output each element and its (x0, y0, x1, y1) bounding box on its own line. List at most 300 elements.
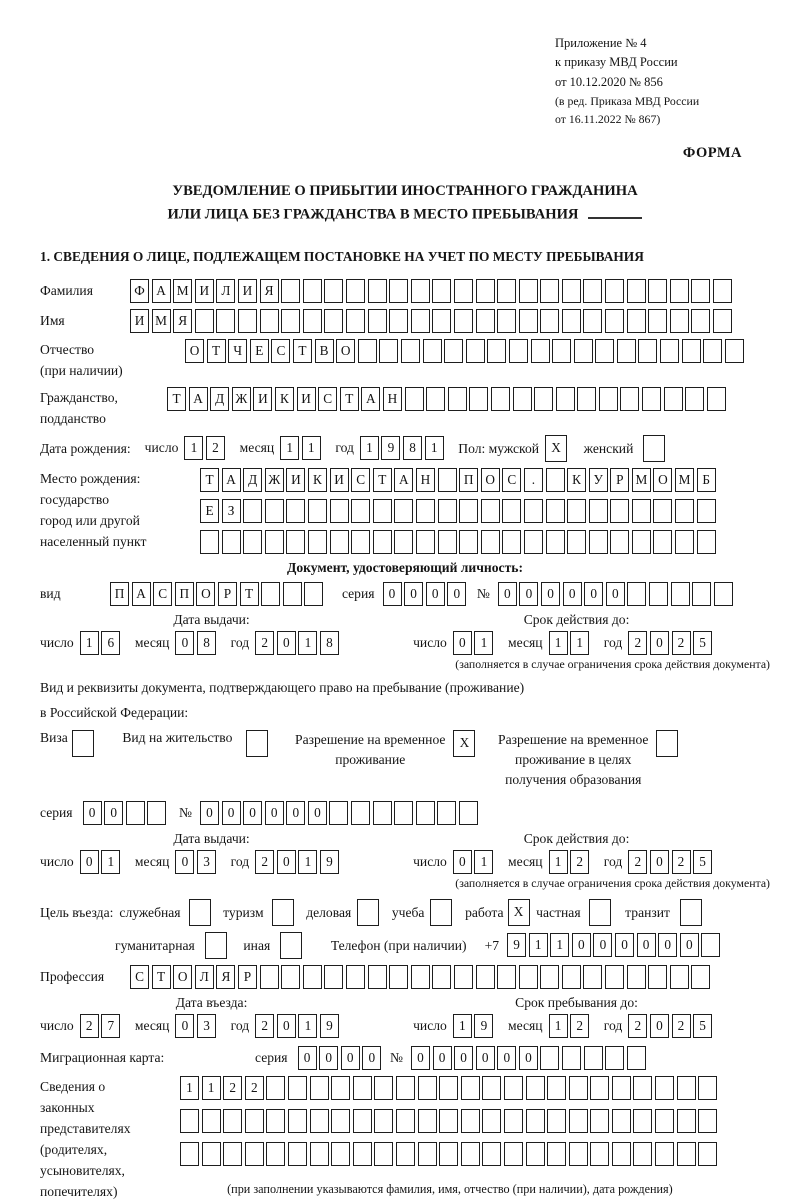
char-cell[interactable] (546, 499, 565, 523)
char-cell[interactable]: О (336, 339, 355, 363)
char-cell[interactable] (222, 530, 241, 554)
char-cell[interactable]: . (524, 468, 543, 492)
char-cell[interactable] (324, 965, 343, 989)
char-cell[interactable]: 1 (298, 1014, 317, 1038)
purpose-private-checkbox[interactable] (589, 899, 614, 926)
char-cell[interactable] (331, 1076, 350, 1100)
given-name-field[interactable] (130, 309, 735, 333)
char-cell[interactable] (243, 530, 262, 554)
char-cell[interactable] (620, 387, 639, 411)
char-cell[interactable]: О (173, 965, 192, 989)
char-cell[interactable]: 0 (498, 582, 517, 606)
char-cell[interactable] (459, 499, 478, 523)
char-cell[interactable]: 1 (180, 1076, 199, 1100)
char-cell[interactable] (423, 339, 442, 363)
char-cell[interactable] (389, 309, 408, 333)
char-cell[interactable]: С (502, 468, 521, 492)
purpose-transit-checkbox[interactable] (680, 899, 705, 926)
char-cell[interactable] (509, 339, 528, 363)
char-cell[interactable] (476, 279, 495, 303)
char-cell[interactable]: 0 (519, 582, 538, 606)
char-cell[interactable]: 0 (383, 582, 402, 606)
char-cell[interactable]: 0 (277, 850, 296, 874)
char-cell[interactable] (526, 1109, 545, 1133)
surname-field[interactable] (130, 279, 735, 303)
char-cell[interactable] (331, 1142, 350, 1166)
char-cell[interactable]: П (459, 468, 478, 492)
char-cell[interactable]: К (275, 387, 294, 411)
char-cell[interactable]: Ф (130, 279, 149, 303)
temp-permit-edu-checkbox[interactable] (656, 730, 681, 757)
char-cell[interactable] (698, 1142, 717, 1166)
char-cell[interactable] (444, 339, 463, 363)
char-cell[interactable] (589, 499, 608, 523)
char-cell[interactable]: В (315, 339, 334, 363)
char-cell[interactable] (546, 530, 565, 554)
char-cell[interactable] (411, 309, 430, 333)
checkbox-cell[interactable]: X (453, 730, 475, 757)
char-cell[interactable] (562, 1046, 581, 1070)
char-cell[interactable]: 0 (362, 1046, 381, 1070)
temp-permit-checkbox[interactable] (453, 730, 478, 757)
purpose-humanitarian-checkbox[interactable] (205, 932, 230, 959)
char-cell[interactable]: Л (216, 279, 235, 303)
char-cell[interactable] (567, 499, 586, 523)
char-cell[interactable] (642, 387, 661, 411)
char-cell[interactable] (677, 1076, 696, 1100)
char-cell[interactable]: 2 (628, 850, 647, 874)
stay-issue-day-field[interactable] (80, 850, 123, 874)
char-cell[interactable]: Т (373, 468, 392, 492)
char-cell[interactable]: О (196, 582, 215, 606)
representatives-field-row3[interactable] (180, 1142, 720, 1166)
char-cell[interactable] (526, 1142, 545, 1166)
purpose-tourism-checkbox[interactable] (272, 899, 297, 926)
char-cell[interactable]: 0 (541, 582, 560, 606)
char-cell[interactable]: 1 (202, 1076, 221, 1100)
char-cell[interactable] (599, 387, 618, 411)
char-cell[interactable]: Я (173, 309, 192, 333)
char-cell[interactable] (180, 1142, 199, 1166)
char-cell[interactable]: И (238, 279, 257, 303)
checkbox-cell[interactable] (189, 899, 211, 926)
char-cell[interactable] (655, 1109, 674, 1133)
char-cell[interactable]: П (110, 582, 129, 606)
char-cell[interactable] (330, 530, 349, 554)
char-cell[interactable] (682, 339, 701, 363)
doc-expiry-month-field[interactable] (549, 631, 592, 655)
char-cell[interactable]: А (361, 387, 380, 411)
char-cell[interactable]: Д (210, 387, 229, 411)
entry-month-field[interactable] (175, 1014, 218, 1038)
char-cell[interactable]: Д (243, 468, 262, 492)
char-cell[interactable] (713, 279, 732, 303)
char-cell[interactable] (351, 499, 370, 523)
char-cell[interactable]: 1 (360, 436, 379, 460)
char-cell[interactable] (310, 1109, 329, 1133)
char-cell[interactable] (126, 801, 145, 825)
char-cell[interactable]: 1 (101, 850, 120, 874)
char-cell[interactable] (610, 530, 629, 554)
birth-place-field-row2[interactable] (200, 499, 718, 523)
char-cell[interactable] (394, 530, 413, 554)
char-cell[interactable] (595, 339, 614, 363)
char-cell[interactable]: И (297, 387, 316, 411)
char-cell[interactable] (691, 279, 710, 303)
char-cell[interactable] (476, 965, 495, 989)
purpose-work-checkbox[interactable] (508, 899, 533, 926)
char-cell[interactable] (266, 1076, 285, 1100)
char-cell[interactable]: 1 (80, 631, 99, 655)
char-cell[interactable] (304, 582, 323, 606)
char-cell[interactable]: 1 (425, 436, 444, 460)
char-cell[interactable] (519, 309, 538, 333)
checkbox-cell[interactable] (205, 932, 227, 959)
char-cell[interactable] (612, 1109, 631, 1133)
char-cell[interactable]: 0 (411, 1046, 430, 1070)
char-cell[interactable]: М (173, 279, 192, 303)
char-cell[interactable] (454, 309, 473, 333)
char-cell[interactable]: И (130, 309, 149, 333)
char-cell[interactable] (612, 1076, 631, 1100)
char-cell[interactable] (216, 309, 235, 333)
char-cell[interactable]: С (351, 468, 370, 492)
char-cell[interactable] (589, 530, 608, 554)
sex-female-checkbox[interactable] (643, 435, 668, 462)
char-cell[interactable] (439, 1109, 458, 1133)
purpose-business-checkbox[interactable] (357, 899, 382, 926)
char-cell[interactable]: Е (250, 339, 269, 363)
char-cell[interactable] (466, 339, 485, 363)
char-cell[interactable]: 0 (680, 933, 699, 957)
char-cell[interactable] (675, 530, 694, 554)
char-cell[interactable] (569, 1109, 588, 1133)
char-cell[interactable] (633, 1109, 652, 1133)
char-cell[interactable]: 0 (341, 1046, 360, 1070)
profession-field[interactable] (130, 965, 713, 989)
char-cell[interactable] (448, 387, 467, 411)
char-cell[interactable]: Т (340, 387, 359, 411)
char-cell[interactable] (653, 499, 672, 523)
char-cell[interactable]: 0 (658, 933, 677, 957)
char-cell[interactable] (605, 965, 624, 989)
char-cell[interactable]: 2 (80, 1014, 99, 1038)
char-cell[interactable]: 0 (637, 933, 656, 957)
char-cell[interactable]: 8 (197, 631, 216, 655)
char-cell[interactable]: 0 (319, 1046, 338, 1070)
char-cell[interactable] (461, 1109, 480, 1133)
char-cell[interactable] (288, 1076, 307, 1100)
char-cell[interactable]: 0 (308, 801, 327, 825)
char-cell[interactable]: 1 (298, 850, 317, 874)
char-cell[interactable] (504, 1109, 523, 1133)
char-cell[interactable]: 1 (298, 631, 317, 655)
char-cell[interactable]: Н (383, 387, 402, 411)
char-cell[interactable]: 2 (672, 1014, 691, 1038)
char-cell[interactable] (524, 530, 543, 554)
birth-place-field-row1[interactable] (200, 468, 718, 492)
stay-issue-month-field[interactable] (175, 850, 218, 874)
char-cell[interactable] (373, 530, 392, 554)
char-cell[interactable] (288, 1109, 307, 1133)
char-cell[interactable]: 0 (243, 801, 262, 825)
char-cell[interactable]: Ж (232, 387, 251, 411)
char-cell[interactable]: 0 (519, 1046, 538, 1070)
char-cell[interactable]: Я (216, 965, 235, 989)
sex-male-checkbox[interactable] (545, 435, 570, 462)
char-cell[interactable] (670, 965, 689, 989)
char-cell[interactable] (605, 1046, 624, 1070)
char-cell[interactable] (310, 1076, 329, 1100)
char-cell[interactable] (261, 582, 280, 606)
char-cell[interactable] (416, 499, 435, 523)
doc-expiry-day-field[interactable] (453, 631, 496, 655)
char-cell[interactable]: С (271, 339, 290, 363)
stay-number-field[interactable] (200, 801, 481, 825)
char-cell[interactable]: 0 (563, 582, 582, 606)
char-cell[interactable] (617, 339, 636, 363)
checkbox-cell[interactable] (280, 932, 302, 959)
char-cell[interactable]: 0 (175, 1014, 194, 1038)
char-cell[interactable]: Б (697, 468, 716, 492)
checkbox-cell[interactable] (357, 899, 379, 926)
char-cell[interactable]: 1 (550, 933, 569, 957)
char-cell[interactable] (147, 801, 166, 825)
stay-expiry-year-field[interactable] (628, 850, 714, 874)
char-cell[interactable] (590, 1142, 609, 1166)
char-cell[interactable]: 0 (277, 1014, 296, 1038)
char-cell[interactable] (567, 530, 586, 554)
residence-permit-checkbox[interactable] (246, 730, 271, 757)
char-cell[interactable]: 0 (453, 850, 472, 874)
char-cell[interactable]: Ч (228, 339, 247, 363)
char-cell[interactable] (245, 1109, 264, 1133)
char-cell[interactable]: 0 (650, 850, 669, 874)
doc-number-field[interactable] (498, 582, 736, 606)
char-cell[interactable]: 2 (570, 850, 589, 874)
stay-until-month-field[interactable] (549, 1014, 592, 1038)
char-cell[interactable]: 6 (101, 631, 120, 655)
char-cell[interactable]: Т (293, 339, 312, 363)
char-cell[interactable]: Р (218, 582, 237, 606)
char-cell[interactable]: 1 (549, 1014, 568, 1038)
char-cell[interactable] (353, 1142, 372, 1166)
char-cell[interactable]: 2 (628, 1014, 647, 1038)
char-cell[interactable] (677, 1142, 696, 1166)
char-cell[interactable] (569, 1142, 588, 1166)
char-cell[interactable] (416, 801, 435, 825)
char-cell[interactable] (556, 387, 575, 411)
char-cell[interactable] (513, 387, 532, 411)
char-cell[interactable]: С (318, 387, 337, 411)
char-cell[interactable] (605, 309, 624, 333)
char-cell[interactable]: 2 (672, 850, 691, 874)
char-cell[interactable] (373, 499, 392, 523)
representatives-field-row1[interactable] (180, 1076, 720, 1100)
char-cell[interactable] (577, 387, 596, 411)
doc-issue-year-field[interactable] (255, 631, 341, 655)
char-cell[interactable]: 0 (298, 1046, 317, 1070)
char-cell[interactable] (379, 339, 398, 363)
stay-expiry-day-field[interactable] (453, 850, 496, 874)
char-cell[interactable] (685, 387, 704, 411)
char-cell[interactable] (418, 1142, 437, 1166)
doc-issue-month-field[interactable] (175, 631, 218, 655)
char-cell[interactable] (655, 1076, 674, 1100)
char-cell[interactable]: Н (416, 468, 435, 492)
char-cell[interactable]: З (222, 499, 241, 523)
char-cell[interactable]: 8 (320, 631, 339, 655)
char-cell[interactable]: 1 (302, 436, 321, 460)
char-cell[interactable] (547, 1109, 566, 1133)
char-cell[interactable] (389, 279, 408, 303)
char-cell[interactable] (707, 387, 726, 411)
char-cell[interactable]: 0 (404, 582, 423, 606)
char-cell[interactable] (552, 339, 571, 363)
char-cell[interactable]: А (189, 387, 208, 411)
char-cell[interactable] (519, 279, 538, 303)
char-cell[interactable] (308, 530, 327, 554)
char-cell[interactable] (223, 1142, 242, 1166)
char-cell[interactable] (303, 309, 322, 333)
char-cell[interactable] (324, 279, 343, 303)
char-cell[interactable]: 0 (200, 801, 219, 825)
char-cell[interactable]: 9 (320, 850, 339, 874)
char-cell[interactable] (351, 801, 370, 825)
char-cell[interactable] (438, 468, 457, 492)
char-cell[interactable]: И (253, 387, 272, 411)
char-cell[interactable] (534, 387, 553, 411)
char-cell[interactable]: 9 (507, 933, 526, 957)
char-cell[interactable] (411, 279, 430, 303)
char-cell[interactable] (260, 309, 279, 333)
char-cell[interactable]: 0 (286, 801, 305, 825)
char-cell[interactable]: 0 (497, 1046, 516, 1070)
char-cell[interactable]: И (330, 468, 349, 492)
char-cell[interactable] (497, 309, 516, 333)
char-cell[interactable]: 8 (403, 436, 422, 460)
char-cell[interactable] (331, 1109, 350, 1133)
char-cell[interactable] (454, 965, 473, 989)
doc-issue-day-field[interactable] (80, 631, 123, 655)
char-cell[interactable] (627, 965, 646, 989)
char-cell[interactable] (389, 965, 408, 989)
char-cell[interactable] (531, 339, 550, 363)
char-cell[interactable] (351, 530, 370, 554)
checkbox-cell[interactable] (656, 730, 678, 757)
char-cell[interactable] (675, 499, 694, 523)
char-cell[interactable]: 0 (650, 631, 669, 655)
char-cell[interactable]: 0 (615, 933, 634, 957)
doc-type-field[interactable] (110, 582, 326, 606)
char-cell[interactable] (416, 530, 435, 554)
char-cell[interactable] (547, 1142, 566, 1166)
char-cell[interactable]: 0 (433, 1046, 452, 1070)
char-cell[interactable]: 0 (426, 582, 445, 606)
char-cell[interactable] (677, 1109, 696, 1133)
char-cell[interactable]: Я (260, 279, 279, 303)
char-cell[interactable] (432, 279, 451, 303)
char-cell[interactable] (664, 387, 683, 411)
char-cell[interactable]: 1 (474, 631, 493, 655)
char-cell[interactable] (691, 309, 710, 333)
char-cell[interactable]: Т (207, 339, 226, 363)
checkbox-cell[interactable] (589, 899, 611, 926)
checkbox-cell[interactable] (680, 899, 702, 926)
char-cell[interactable] (439, 1076, 458, 1100)
char-cell[interactable] (725, 339, 744, 363)
char-cell[interactable] (202, 1142, 221, 1166)
char-cell[interactable] (482, 1109, 501, 1133)
char-cell[interactable] (671, 582, 690, 606)
char-cell[interactable] (504, 1076, 523, 1100)
char-cell[interactable] (303, 279, 322, 303)
char-cell[interactable] (701, 933, 720, 957)
char-cell[interactable]: 5 (693, 850, 712, 874)
char-cell[interactable] (638, 339, 657, 363)
char-cell[interactable] (524, 499, 543, 523)
char-cell[interactable] (238, 309, 257, 333)
char-cell[interactable] (308, 499, 327, 523)
char-cell[interactable] (437, 801, 456, 825)
char-cell[interactable] (562, 279, 581, 303)
char-cell[interactable] (502, 499, 521, 523)
char-cell[interactable]: Т (240, 582, 259, 606)
purpose-official-checkbox[interactable] (189, 899, 214, 926)
char-cell[interactable]: 0 (572, 933, 591, 957)
char-cell[interactable] (438, 530, 457, 554)
char-cell[interactable] (195, 309, 214, 333)
char-cell[interactable] (439, 1142, 458, 1166)
char-cell[interactable]: С (130, 965, 149, 989)
migration-series-field[interactable] (298, 1046, 384, 1070)
char-cell[interactable] (245, 1142, 264, 1166)
char-cell[interactable] (394, 801, 413, 825)
char-cell[interactable]: К (308, 468, 327, 492)
char-cell[interactable]: 9 (320, 1014, 339, 1038)
char-cell[interactable] (266, 1142, 285, 1166)
char-cell[interactable] (368, 965, 387, 989)
char-cell[interactable] (540, 1046, 559, 1070)
representatives-field-row2[interactable] (180, 1109, 720, 1133)
char-cell[interactable]: М (675, 468, 694, 492)
birth-month-field[interactable] (280, 436, 323, 460)
char-cell[interactable] (627, 1046, 646, 1070)
char-cell[interactable] (627, 279, 646, 303)
birth-year-field[interactable] (360, 436, 446, 460)
char-cell[interactable] (583, 279, 602, 303)
char-cell[interactable] (590, 1076, 609, 1100)
char-cell[interactable]: 1 (549, 631, 568, 655)
char-cell[interactable] (310, 1142, 329, 1166)
char-cell[interactable] (627, 582, 646, 606)
char-cell[interactable] (697, 530, 716, 554)
char-cell[interactable] (632, 499, 651, 523)
char-cell[interactable] (303, 965, 322, 989)
char-cell[interactable] (288, 1142, 307, 1166)
char-cell[interactable] (714, 582, 733, 606)
char-cell[interactable] (283, 582, 302, 606)
char-cell[interactable] (426, 387, 445, 411)
char-cell[interactable] (411, 965, 430, 989)
purpose-other-checkbox[interactable] (280, 932, 305, 959)
char-cell[interactable] (281, 279, 300, 303)
char-cell[interactable] (396, 1076, 415, 1100)
char-cell[interactable]: И (286, 468, 305, 492)
char-cell[interactable]: А (132, 582, 151, 606)
char-cell[interactable] (633, 1142, 652, 1166)
char-cell[interactable] (418, 1076, 437, 1100)
